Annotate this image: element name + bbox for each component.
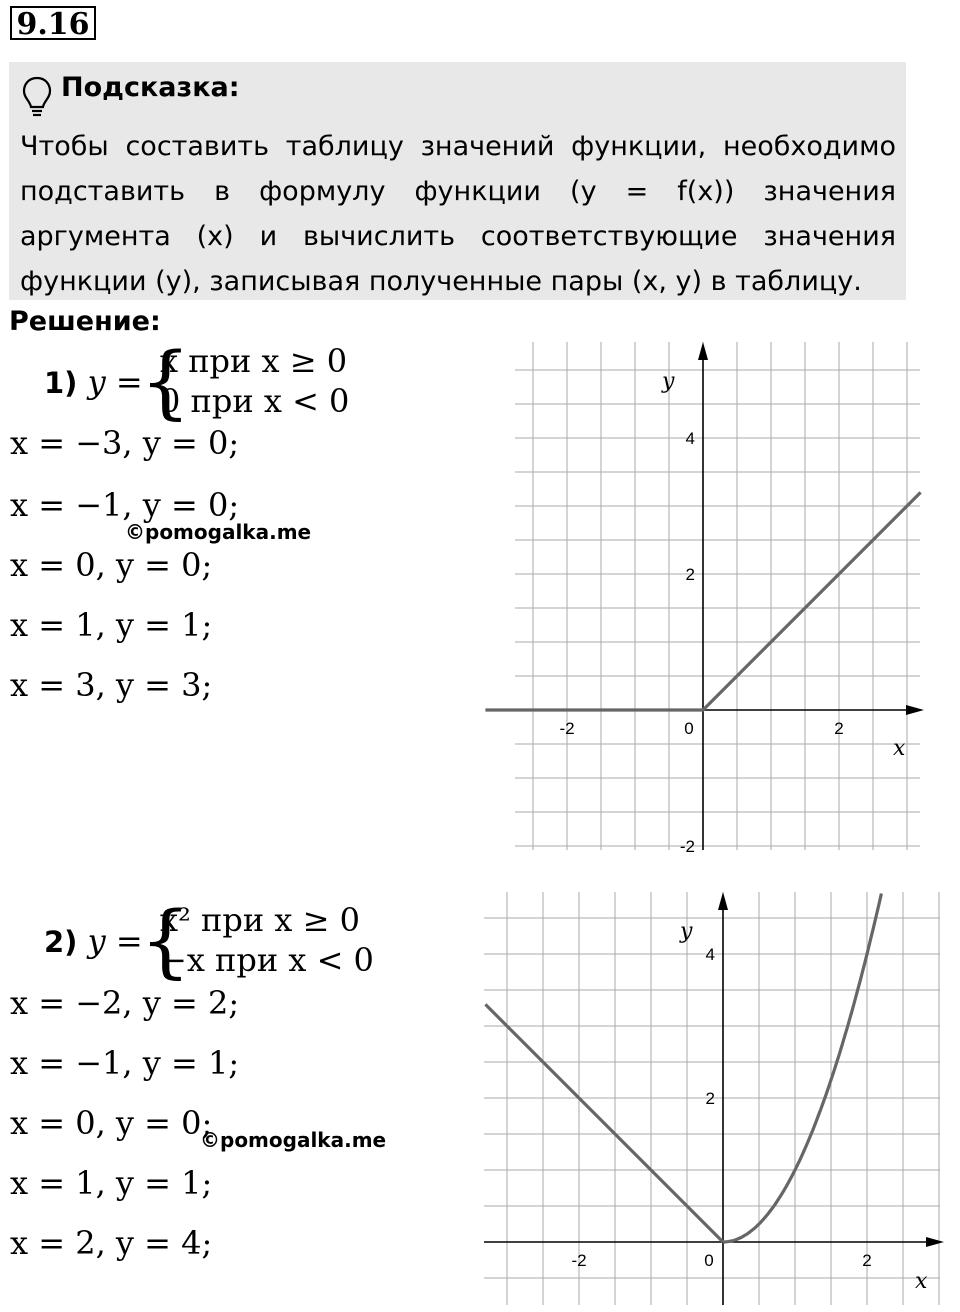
part2-row: x = 2, y = 4; (10, 1224, 213, 1262)
series-line (723, 894, 881, 1243)
part2-lhs: y = (87, 922, 143, 960)
x-axis-label: x (893, 736, 906, 761)
part1-row: x = 0, y = 0; (10, 546, 213, 584)
hint-title: Подсказка: (61, 72, 240, 103)
x-tick-label: -2 (559, 719, 575, 738)
part2-case2: −x при x < 0 (160, 941, 374, 979)
x-tick-label: 0 (684, 719, 694, 738)
part1-row: x = 1, y = 1; (10, 606, 213, 644)
y-axis-arrow (718, 892, 728, 910)
part2-row: x = 1, y = 1; (10, 1164, 213, 1202)
y-axis-label: y (662, 369, 675, 394)
part2-brace: { (140, 894, 191, 987)
x-tick-label: 0 (704, 1251, 714, 1270)
x-tick-label: -2 (571, 1251, 587, 1270)
part2-number: 2) (44, 925, 78, 959)
x-tick-label: 2 (862, 1251, 872, 1270)
solution-title: Решение: (9, 306, 161, 337)
part1-case1: x при x ≥ 0 (160, 342, 348, 380)
part1-row: x = −3, y = 0; (10, 424, 240, 462)
y-tick-label: -2 (679, 837, 695, 856)
lightbulb-icon (22, 76, 52, 120)
part2-case1: x² при x ≥ 0 (160, 901, 360, 939)
part1-case2: 0 при x < 0 (160, 382, 350, 420)
part1-row: x = 3, y = 3; (10, 666, 213, 704)
y-axis-arrow (698, 342, 708, 360)
y-tick-label: 4 (705, 945, 715, 964)
hint-text: Чтобы составить таблицу значений функции, необходимо подставить в формулу функции (y = f(x)) значения аргумента (x) и вычислить соответствующие значения функции (y), записывая полученные пары (x, y) в таблицу. (20, 131, 896, 297)
watermark: ©pomogalka.me (200, 1128, 387, 1152)
part1-row: x = −1, y = 0; (10, 486, 240, 524)
watermark: ©pomogalka.me (125, 520, 312, 544)
part2-header (44, 922, 143, 960)
grid (515, 342, 920, 850)
part1-header (44, 363, 143, 401)
x-tick-label: 2 (834, 719, 844, 738)
part1-brace: { (140, 335, 191, 428)
x-axis-arrow (906, 705, 924, 715)
chart-1 (480, 330, 940, 860)
part1-lhs: y = (87, 363, 143, 401)
x-axis-label: x (915, 1269, 928, 1294)
task-number: 9.16 (10, 6, 96, 40)
hint-box (9, 62, 906, 300)
part2-row: x = −2, y = 2; (10, 984, 240, 1022)
y-tick-label: 2 (685, 565, 695, 584)
part2-row: x = 0, y = 0; (10, 1104, 213, 1142)
y-axis-label: y (680, 919, 693, 944)
chart-2 (470, 880, 950, 1310)
y-tick-label: 4 (685, 429, 695, 448)
x-axis-arrow (926, 1237, 944, 1247)
part1-number: 1) (44, 366, 78, 400)
part2-row: x = −1, y = 1; (10, 1044, 240, 1082)
y-tick-label: 2 (705, 1089, 715, 1108)
